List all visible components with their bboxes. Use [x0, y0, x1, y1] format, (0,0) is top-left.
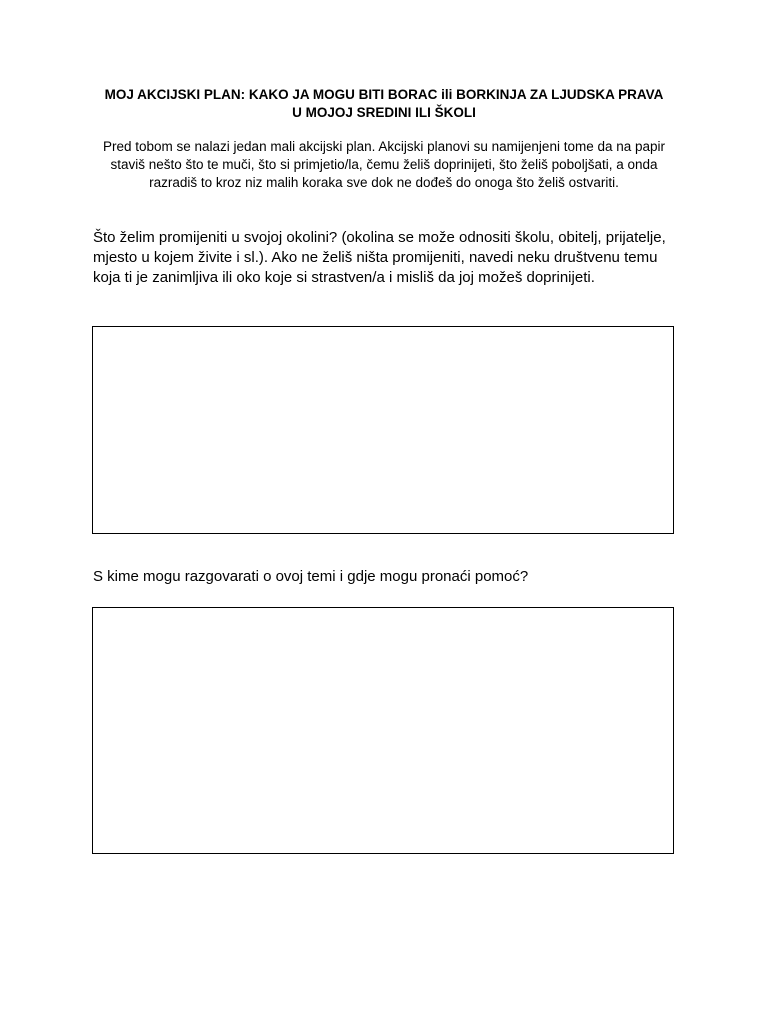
answer-box-2[interactable]: [92, 607, 674, 854]
intro-paragraph: Pred tobom se nalazi jedan mali akcijski plan. Akcijski planovi su namijenjeni tome da na papir staviš nešto što te muči, što si primjetio/la, čemu želiš doprinijeti, što želiš poboljšati, a onda razradiš to kroz niz malih koraka sve dok ne dođeš do onoga što želiš ostvariti.: [102, 139, 666, 190]
question-2-text: S kime mogu razgovarati o ovoj temi i gdje mogu pronaći pomoć?: [93, 568, 529, 585]
answer-box-1[interactable]: [92, 326, 674, 534]
question-1-text: Što želim promijeniti u svojoj okolini? (okolina se može odnositi školu, obitelj, prijatelje, mjesto u kojem živite i sl.). Ako ne želiš ništa promijeniti, navedi neku društvenu temu koja ti je zanimljiva ili oko koje si strastven/a i misliš da joj možeš doprinijeti.: [93, 229, 666, 286]
document-title: MOJ AKCIJSKI PLAN: KAKO JA MOGU BITI BORAC ili BORKINJA ZA LJUDSKA PRAVA U MOJOJ SREDINI ILI ŠKOLI: [104, 87, 664, 120]
